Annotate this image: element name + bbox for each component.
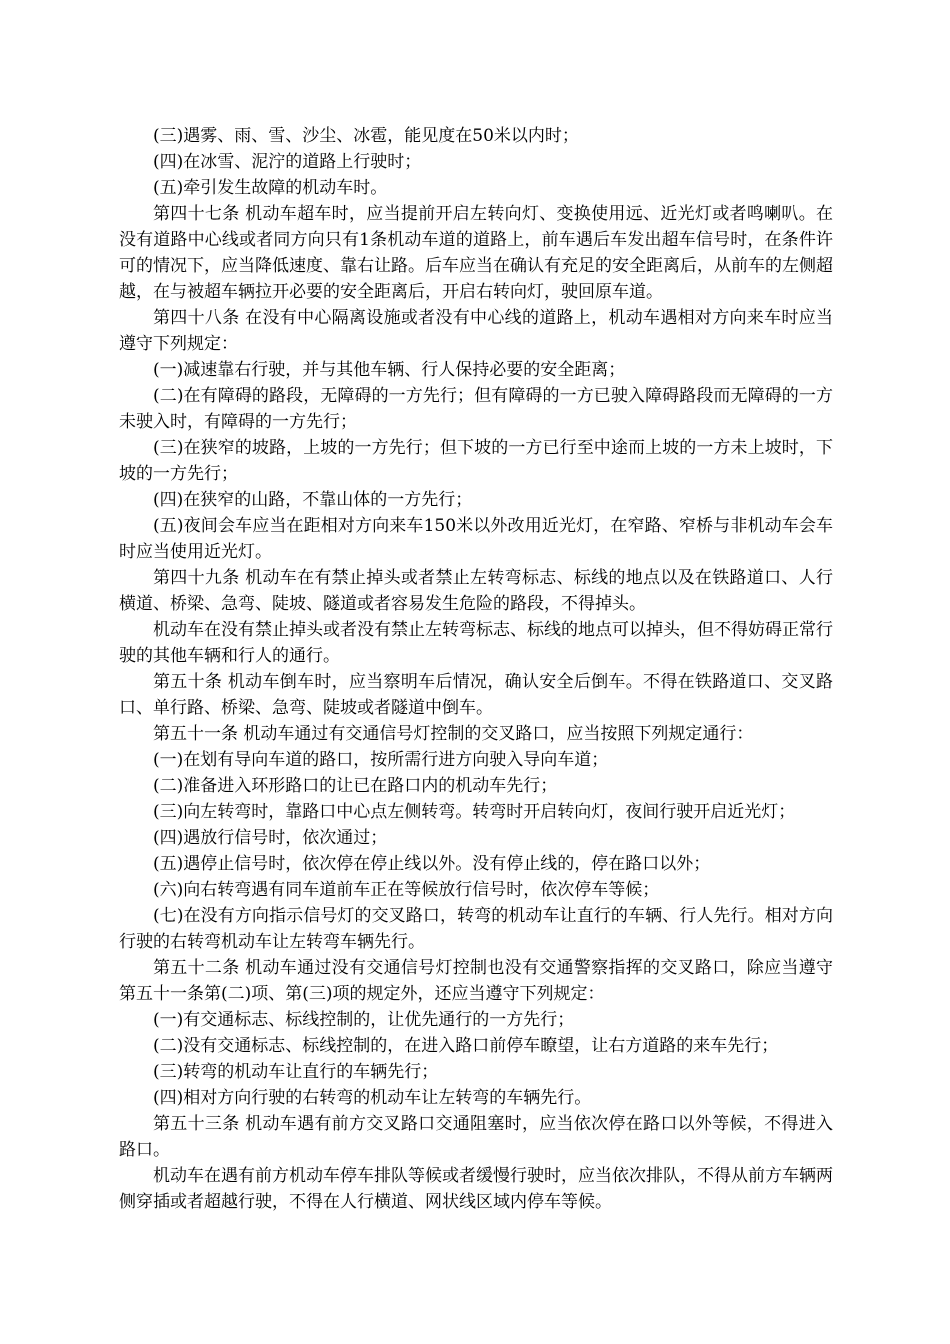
paragraph: (四)遇放行信号时，依次通过；: [153, 828, 388, 848]
paragraph: 机动车在没有禁止掉头或者没有禁止左转弯标志、标线的地点可以掉头，但不得妨碍正常行驶的其他车辆和行人的通行。: [119, 620, 833, 666]
paragraph: (三)转弯的机动车让直行的车辆先行；: [153, 1062, 439, 1082]
paragraph: (五)夜间会车应当在距相对方向来车150米以外改用近光灯，在窄路、窄桥与非机动车会车时应当使用近光灯。: [119, 516, 833, 562]
paragraph: (四)相对方向行驶的右转弯的机动车让左转弯的车辆先行。: [153, 1088, 592, 1108]
article-52: 第五十二条 机动车通过没有交通信号灯控制也没有交通警察指挥的交叉路口，除应当遵守第五十一条第(二)项、第(三)项的规定外，还应当遵守下列规定：: [119, 958, 833, 1004]
paragraph: (五)遇停止信号时，依次停在停止线以外。没有停止线的，停在路口以外；: [153, 854, 711, 874]
paragraph: (七)在没有方向指示信号灯的交叉路口，转弯的机动车让直行的车辆、行人先行。相对方向行驶的右转弯机动车让左转弯车辆先行。: [119, 906, 833, 952]
article-48: 第四十八条 在没有中心隔离设施或者没有中心线的道路上，机动车遇相对方向来车时应当遵守下列规定：: [119, 308, 833, 354]
paragraph: 机动车在遇有前方机动车停车排队等候或者缓慢行驶时，应当依次排队，不得从前方车辆两侧穿插或者超越行驶，不得在人行横道、网状线区域内停车等候。: [119, 1166, 833, 1212]
paragraph: (三)遇雾、雨、雪、沙尘、冰雹，能见度在50米以内时；: [153, 126, 579, 146]
paragraph: (一)有交通标志、标线控制的，让优先通行的一方先行；: [153, 1010, 575, 1030]
paragraph: (三)向左转弯时，靠路口中心点左侧转弯。转弯时开启转向灯，夜间行驶开启近光灯；: [153, 802, 796, 822]
paragraph: (一)减速靠右行驶，并与其他车辆、行人保持必要的安全距离；: [153, 360, 626, 380]
article-53: 第五十三条 机动车遇有前方交叉路口交通阻塞时，应当依次停在路口以外等候，不得进入路口。: [119, 1114, 833, 1160]
article-49: 第四十九条 机动车在有禁止掉头或者禁止左转弯标志、标线的地点以及在铁路道口、人行横道、桥梁、急弯、陡坡、隧道或者容易发生危险的路段，不得掉头。: [119, 568, 833, 614]
paragraph: (二)在有障碍的路段，无障碍的一方先行；但有障碍的一方已驶入障碍路段而无障碍的一方未驶入时，有障碍的一方先行；: [119, 386, 833, 432]
paragraph: (五)牵引发生故障的机动车时。: [153, 178, 388, 198]
article-47: 第四十七条 机动车超车时，应当提前开启左转向灯、变换使用远、近光灯或者鸣喇叭。在没有道路中心线或者同方向只有1条机动车道的道路上，前车遇后车发出超车信号时，在条件许可的情况下，应当降低速度、靠右让路。后车应当在确认有充足的安全距离后，从前车的左侧超越，在与被超车辆拉开必要的安全距离后，开启右转向灯，驶回原车道。: [119, 204, 833, 302]
paragraph: (四)在冰雪、泥泞的道路上行驶时；: [153, 152, 422, 172]
paragraph: (三)在狭窄的坡路，上坡的一方先行；但下坡的一方已行至中途而上坡的一方未上坡时，下坡的一方先行；: [119, 438, 833, 484]
paragraph: (二)没有交通标志、标线控制的，在进入路口前停车瞭望，让右方道路的来车先行；: [153, 1036, 779, 1056]
paragraph: (二)准备进入环形路口的让已在路口内的机动车先行；: [153, 776, 558, 796]
article-50: 第五十条 机动车倒车时，应当察明车后情况，确认安全后倒车。不得在铁路道口、交叉路口、单行路、桥梁、急弯、陡坡或者隧道中倒车。: [119, 672, 833, 718]
paragraph: (一)在划有导向车道的路口，按所需行进方向驶入导向车道；: [153, 750, 609, 770]
paragraph: (四)在狭窄的山路，不靠山体的一方先行；: [153, 490, 473, 510]
paragraph: (六)向右转弯遇有同车道前车正在等候放行信号时，依次停车等候；: [153, 880, 660, 900]
document-body: [119, 123, 833, 1215]
article-51: 第五十一条 机动车通过有交通信号灯控制的交叉路口，应当按照下列规定通行：: [153, 724, 754, 744]
